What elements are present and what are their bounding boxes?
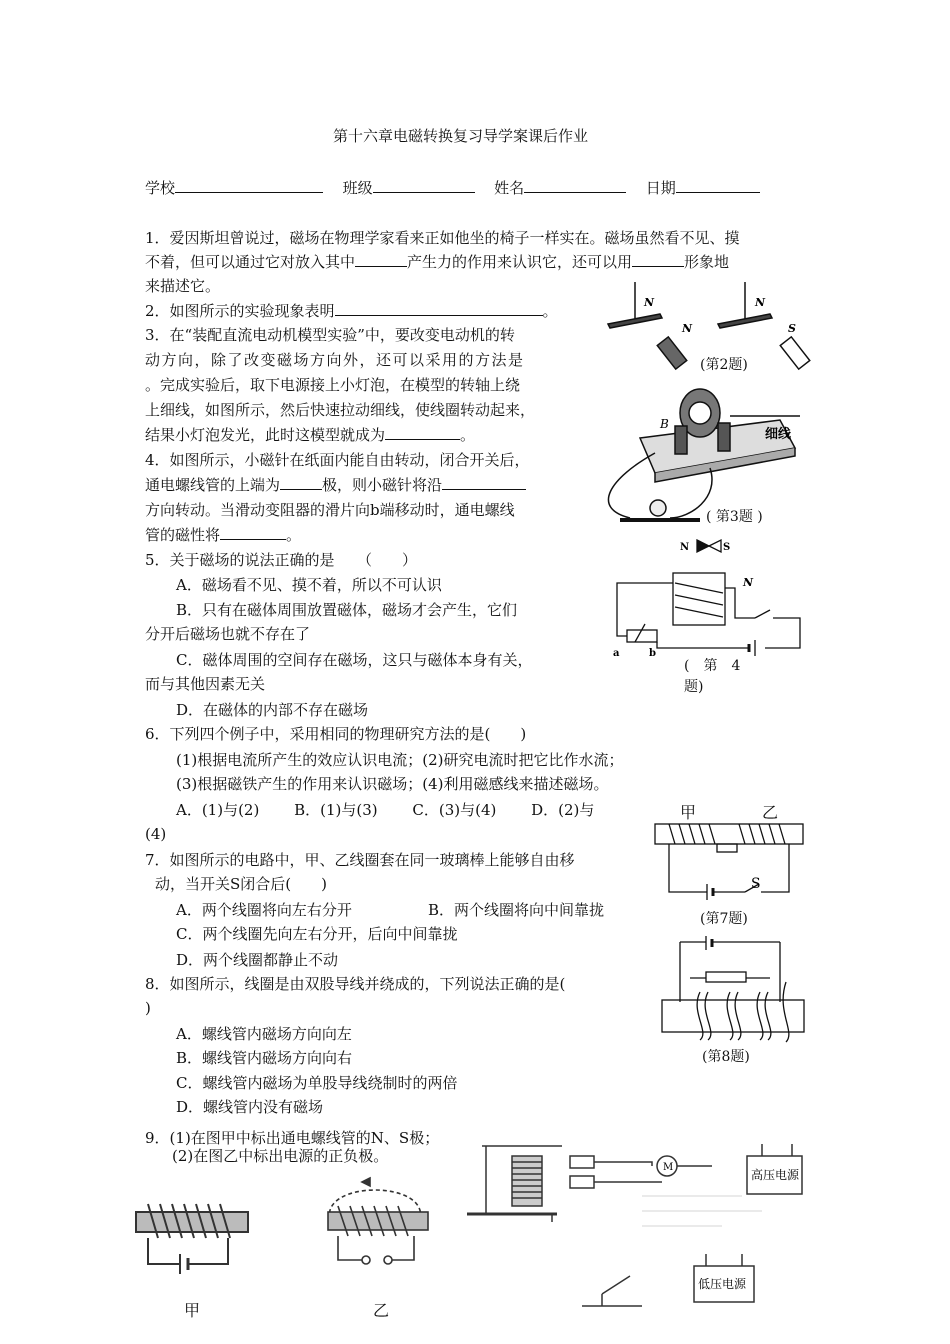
q3-text: 结果小灯泡发光，此时这模型就成为 (145, 426, 386, 444)
relay-diagram (462, 1136, 822, 1316)
name-label: 姓名 (494, 179, 525, 197)
q7-option-d: D．两个线圈都静止不动 (176, 951, 339, 969)
fig7-s-label: S (751, 876, 761, 892)
q3-line5 (145, 425, 475, 445)
q1-blank-2[interactable] (632, 252, 684, 267)
fig9-yi-diagram (310, 1170, 440, 1280)
fig8-diagram (660, 932, 810, 1042)
q3-line3: 。完成实验后，取下电源接上小灯泡，在模型的转轴上绕 (145, 376, 521, 394)
fig4-caption-line1: ( 第 4 (684, 658, 741, 674)
info-line (145, 178, 760, 198)
q4-blank-3[interactable] (220, 525, 286, 540)
fig4-a-label: a (613, 648, 620, 659)
class-label: 班级 (342, 179, 373, 197)
q5-option-a: A．磁场看不见、摸不着，所以不可认识 (176, 576, 442, 594)
q8-line2: ) (145, 999, 151, 1017)
fig2-n-label-3: N (755, 296, 766, 309)
q1-blank-1[interactable] (355, 252, 407, 267)
q2-text: 2．如图所示的实验现象表明 (145, 302, 335, 320)
fig7-yi-label: 乙 (762, 803, 779, 822)
q6-item-2: (3)根据磁铁产生的作用来认识磁场；(4)利用磁感线来描述磁场。 (176, 775, 609, 793)
q7-option-c: C．两个线圈先向左右分开，后向中间靠拢 (176, 925, 458, 943)
q5-option-c-line1: C．磁体周围的空间存在磁场，这只与磁体本身有关， (176, 651, 533, 669)
q6-options: A．(1)与(2) B．(1)与(3) C．(3)与(4) D．(2)与 (176, 801, 595, 819)
fig4-n-label: N (680, 542, 690, 553)
fig4-s-label: S (723, 542, 731, 553)
fig4-caption-line2: 题) (684, 679, 704, 695)
q5-stem: 5．关于磁场的说法正确的是 （ ） (145, 551, 418, 569)
q5-option-d: D．在磁体的内部不存在磁场 (176, 701, 369, 719)
q8-line1: 8．如图所示，线圈是由双股导线并绕成的，下列说法正确的是( (145, 975, 566, 993)
q5-option-b-line1: B．只有在磁体周围放置磁体，磁场才会产生，它们 (176, 601, 518, 619)
q7-line2: 动，当开关S闭合后( ) (155, 875, 327, 893)
fig7-caption: (第7题) (700, 911, 748, 927)
q4-text-a: 通电螺线管的上端为 (145, 476, 281, 494)
fig2-caption: (第2题) (700, 357, 748, 373)
fig2-n-label-2: N (682, 322, 693, 335)
q3-end: 。 (460, 426, 476, 444)
fig3-b-label: B (660, 417, 669, 431)
q3-line2: 动方向，除了改变磁场方向外，还可以采用的方法是 (145, 351, 525, 369)
q2-end: 。 (542, 302, 558, 320)
date-field[interactable] (676, 178, 760, 193)
q8-option-b: B．螺线管内磁场方向向右 (176, 1049, 353, 1067)
q2-line (145, 301, 558, 321)
page-title: 第十六章电磁转换复习导学案课后作业 (333, 127, 589, 145)
fig9-jia-label: 甲 (184, 1301, 201, 1320)
fig9-jia-diagram (118, 1192, 258, 1282)
q7-option-a: A．两个线圈将向左右分开 (176, 901, 352, 919)
q7-option-b: B．两个线圈将向中间靠拢 (428, 901, 605, 919)
q8-option-d: D．螺线管内没有磁场 (176, 1098, 324, 1116)
fig4-coil-n-label: N (743, 576, 754, 589)
q9-line1: 9．(1)在图甲中标出通电螺线管的N、S极； (145, 1129, 440, 1147)
q1-line2 (145, 252, 729, 272)
q6-stem: 6．下列四个例子中，采用相同的物理研究方法的是( ) (145, 725, 527, 743)
q4-blank-1[interactable] (280, 475, 322, 490)
fig4-diagram (605, 538, 815, 663)
q8-option-a: A．螺线管内磁场方向向左 (176, 1025, 352, 1043)
q2-blank[interactable] (335, 301, 543, 316)
fig3-caption: ( 第3题 ) (706, 509, 763, 525)
q6-item-1: (1)根据电流所产生的效应认识电流；(2)研究电流时把它比作水流； (176, 751, 624, 769)
q3-line4: 上细线，如图所示，然后快速拉动细线，使线圈转动起来， (145, 401, 536, 419)
q4-line1: 4．如图所示，小磁针在纸面内能自由转动，闭合开关后， (145, 451, 530, 469)
q1-line3: 来描述它。 (145, 277, 221, 295)
q4-blank-2[interactable] (442, 475, 526, 490)
q1-text-b: 产生力的作用来认识它，还可以用 (407, 253, 633, 271)
fig7-diagram (655, 822, 805, 902)
date-label: 日期 (645, 179, 676, 197)
q4-text-b: 极，则小磁针将沿 (322, 476, 443, 494)
q4-line4 (145, 525, 301, 545)
q4-end: 。 (286, 526, 302, 544)
q5-option-c-line2: 而与其他因素无关 (145, 675, 266, 693)
fig4-b-label: b (649, 648, 656, 659)
low-voltage-label: 低压电源 (698, 1277, 747, 1291)
fig2-s-label: S (788, 322, 796, 335)
fig3-thread-label: 细线 (765, 427, 792, 442)
q1-text-c: 形象地 (684, 253, 730, 271)
school-field[interactable] (175, 178, 323, 193)
q3-blank[interactable] (385, 425, 460, 440)
q9-line2: (2)在图乙中标出电源的正负极。 (172, 1147, 389, 1165)
q3-line1: 3．在“装配直流电动机模型实验”中，要改变电动机的转 (145, 326, 515, 344)
q4-text: 管的磁性将 (145, 526, 221, 544)
fig7-jia-label: 甲 (680, 803, 697, 822)
fig9-yi-label: 乙 (373, 1301, 390, 1320)
q8-option-c: C．螺线管内磁场为单股导线绕制时的两倍 (176, 1074, 458, 1092)
fig2-n-label-1: N (644, 296, 655, 309)
class-field[interactable] (373, 178, 475, 193)
q1-text-a: 不着，但可以通过它对放入其中 (145, 253, 356, 271)
school-label: 学校 (145, 179, 176, 197)
q5-option-b-line2: 分开后磁场也就不存在了 (145, 625, 311, 643)
high-voltage-label: 高压电源 (751, 1168, 800, 1182)
q6-options-tail: (4) (145, 825, 167, 843)
q4-line3: 方向转动。当滑动变阻器的滑片向b端移动时，通电螺线 (145, 501, 515, 519)
q7-line1: 7．如图所示的电路中，甲、乙线圈套在同一玻璃棒上能够自由移 (145, 851, 575, 869)
fig8-caption: (第8题) (702, 1049, 750, 1065)
relay-motor-label: M (663, 1162, 674, 1173)
name-field[interactable] (524, 178, 626, 193)
q4-line2 (145, 475, 526, 495)
q1-line1: 1．爱因斯坦曾说过，磁场在物理学家看来正如他坐的椅子一样实在。磁场虽然看不见、摸 (145, 229, 740, 247)
